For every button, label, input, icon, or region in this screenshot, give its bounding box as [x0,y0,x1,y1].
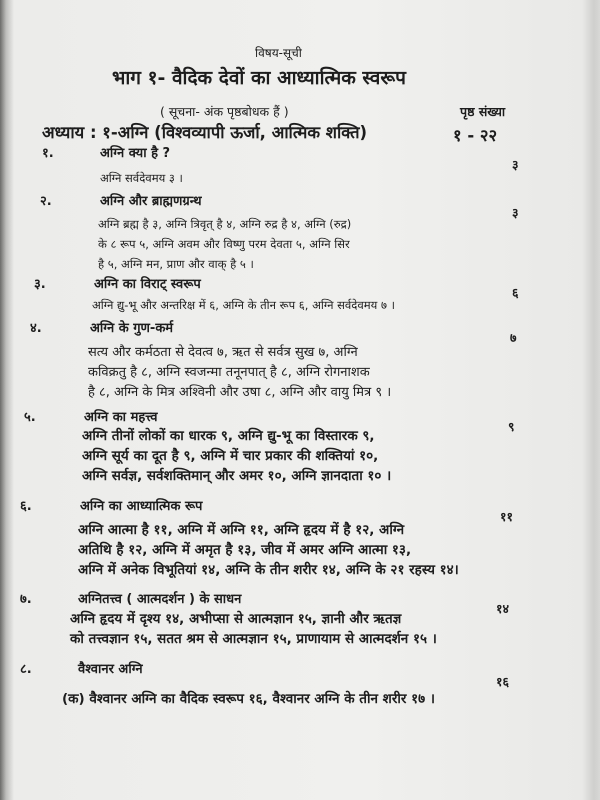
item-title: अग्नि का आध्यात्मिक रूप [80,499,203,514]
item-title: वैश्वानर अग्नि [78,662,143,677]
item-number: ५. [24,410,36,425]
item-number: ८. [20,662,32,677]
toc-title: विषय-सूची [255,46,302,60]
item-body-line: (क) वैश्वानर अग्नि का वैदिक स्वरूप १६, वैश्वानर अग्नि के तीन शरीर १७ । [62,691,435,707]
item-body-line: अग्नि द्यु-भू और अन्तरिक्ष में ६, अग्नि के तीन रूप ६, अग्नि सर्वदेवमय ७ । [92,298,395,312]
chapter-pages: १ - २२ [453,126,498,145]
item-number: ३. [34,277,46,292]
item-body-line: अग्नि सर्वदेवमय ३ । [100,171,183,185]
item-page: ३ [512,157,519,172]
item-page: ७ [510,330,517,345]
item-body-line: अग्नि ब्रह्म है ३, अग्नि त्रिवृत् है ४, अग्नि रुद्र है ४, अग्नि (रुद्र) [98,217,352,231]
item-body-line: सत्य और कर्मठता से देवत्व ७, ऋत से सर्वत्र सुख ७, अग्नि [88,345,358,360]
item-number: ६. [20,499,32,514]
item-body-line: अग्नि हृदय में दृश्य १४, अभीप्सा से आत्मज्ञान १५, ज्ञानी और ऋतज्ञ [70,611,402,627]
page-column-label: पृष्ठ संख्या [460,104,506,119]
item-number: ४. [30,321,42,336]
item-title: अग्नि और ब्राह्मणग्रन्थ [100,194,202,209]
item-body-line: अतिथि है १२, अग्नि में अमृत है १३, जीव में अमर अग्नि आत्मा १३, [78,542,412,558]
item-page: ६ [512,285,519,300]
item-title: अग्नितत्त्व ( आत्मदर्शन ) के साधन [78,592,242,607]
note: ( सूचना- अंक पृष्ठबोधक हैं ) [160,104,289,119]
item-title: अग्नि के गुण-कर्म [90,321,174,336]
item-body-line: को तत्त्वज्ञान १५, सतत श्रम से आत्मज्ञान १५, प्राणायाम से आत्मदर्शन १५ । [70,631,437,647]
part-title: भाग १- वैदिक देवों का आध्यात्मिक स्वरूप [112,67,406,89]
item-title: अग्नि का विराट् स्वरूप [94,277,201,292]
item-page: ९ [508,419,515,434]
item-title: अग्नि क्या है ? [100,146,171,161]
item-body-line: अग्नि आत्मा है ११, अग्नि में अग्नि ११, अग्नि हृदय में है १२, अग्नि [78,522,405,538]
chapter-title: अध्याय : १-अग्नि (विश्वव्यापी ऊर्जा, आत्मिक शक्ति) [42,123,368,142]
item-number: २. [40,194,52,209]
item-page: १६ [496,674,510,689]
item-body-line: अग्नि सूर्य का दूत है ९, अग्नि में चार प्रकार की शक्तियां १०, [82,448,379,464]
item-page: १४ [496,601,510,616]
item-body-line: अग्नि तीनों लोकों का धारक ९, अग्नि द्यु-भू का विस्तारक ९, [82,428,375,444]
item-number: ७. [20,592,32,607]
item-body-line: कविक्रतु है ८, अग्नि स्वजन्मा तनूनपात् है ८, अग्नि रोगनाशक [88,365,370,380]
item-body-line: है ५, अग्नि मन, प्राण और वाक् है ५ । [98,257,254,271]
item-page: ३ [512,205,519,220]
item-body-line: अग्नि में अनेक विभूतियां १४, अग्नि के तीन शरीर १४, अग्नि के २१ रहस्य १४। [78,562,459,578]
item-body-line: अग्नि सर्वज्ञ, सर्वशक्तिमान् और अमर १०, अग्नि ज्ञानदाता १० । [82,468,392,484]
item-title: अग्नि का महत्त्व [84,410,158,425]
item-page: ११ [500,509,514,524]
item-body-line: के ८ रूप ५, अग्नि अवम और विष्णु परम देवता ५, अग्नि सिर [98,237,350,251]
item-body-line: है ८, अग्नि के मित्र अश्विनी और उषा ८, अग्नि और वायु मित्र ९ । [88,385,392,400]
item-number: १. [42,146,54,161]
